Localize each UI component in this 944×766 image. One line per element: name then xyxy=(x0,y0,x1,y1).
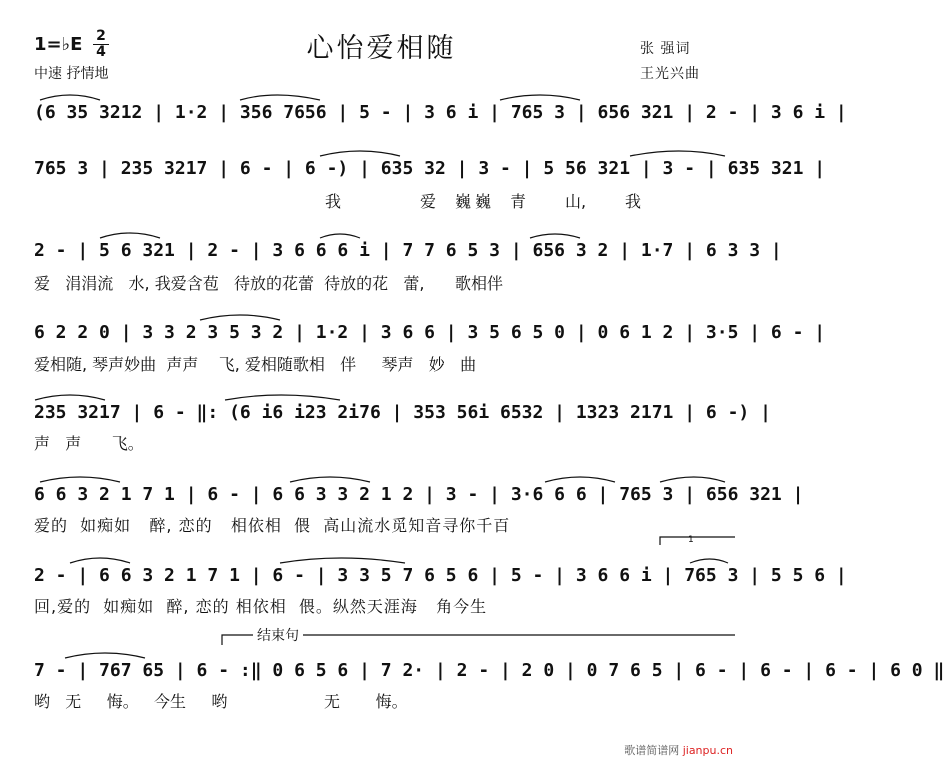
time-signature-top: 2 xyxy=(96,28,106,44)
composer-credit: 王光兴曲 xyxy=(640,66,700,82)
lyric-row-6 xyxy=(0,516,763,536)
notation-row-2 xyxy=(0,158,826,180)
lyric-word: 青 xyxy=(510,192,527,211)
slur-mark xyxy=(100,233,160,238)
time-signature-bottom: 4 xyxy=(96,44,106,60)
notation-row-7 xyxy=(0,565,847,587)
volta-number: 1 xyxy=(688,535,694,545)
slur-mark xyxy=(320,151,400,156)
lyric-word: 巍巍 xyxy=(455,192,496,211)
notation-row-5 xyxy=(0,402,771,424)
notation-text: 6 2 2 0 | 3 3 2 3 5 3 2 | 1·2 | 3 6 6 | 3 5 6 5 0 | 0 6 1 2 | 3·5 | 6 - | xyxy=(34,322,826,343)
lyric-row-5 xyxy=(0,434,763,454)
slur-mark xyxy=(200,315,280,320)
slur-mark xyxy=(320,234,360,238)
slur-mark xyxy=(660,477,725,482)
notation-text: 7 - | 767 65 | 6 - :‖ 0 6 5 6 | 7 2· | 2 - | 2 0 | 0 7 6 5 | 6 - | 6 - | 6 - | 6 0 ‖ xyxy=(34,660,944,681)
lyricist-credit: 张 强词 xyxy=(640,41,691,57)
key-signature: 1=♭E xyxy=(34,34,83,55)
notation-row-8 xyxy=(0,660,944,682)
lyric-line: 爱 涓涓流 水, 我爱含苞 待放的花蕾 待放的花 蕾, 歌相伴 xyxy=(34,274,503,293)
slur-mark xyxy=(35,395,105,400)
lyric-row-7 xyxy=(0,597,763,617)
lyric-row-3 xyxy=(0,274,763,294)
notation-row-4 xyxy=(0,322,826,344)
notation-text: 235 3217 | 6 - ‖: (6 i6 i23 2i76 | 353 56i 6532 | 1323 2171 | 6 -) | xyxy=(34,402,771,423)
slur-mark xyxy=(40,477,120,482)
lyric-word: 我 xyxy=(325,192,342,211)
lyric-line: 爱的 如痴如 醉, 恋的 相依相 偎 高山流水觅知音寻你千百 xyxy=(34,516,511,535)
notation-row-3 xyxy=(0,240,782,262)
slur-mark xyxy=(545,477,615,482)
watermark-site-url: jianpu.cn xyxy=(682,744,733,757)
lyric-row-8 xyxy=(0,692,763,712)
lyric-word: 我 xyxy=(625,192,642,211)
slur-mark xyxy=(40,95,100,100)
slur-mark xyxy=(65,653,145,658)
slur-mark xyxy=(290,477,370,482)
slur-mark xyxy=(500,95,580,100)
notation-text: 2 - | 6 6 3 2 1 7 1 | 6 - | 3 3 5 7 6 5 6 | 5 - | 3 6 6 i | 765 3 | 5 5 6 | xyxy=(34,565,847,586)
lyric-line: 声 声 飞。 xyxy=(34,434,144,453)
notation-row-1 xyxy=(0,102,847,124)
time-signature xyxy=(93,30,109,59)
notation-text: (6 35 3212 | 1·2 | 356 7656 | 5 - | 3 6 i | 765 3 | 656 321 | 2 - | 3 6 i | xyxy=(34,102,847,123)
lyric-line: 回,爱的 如痴如 醉, 恋的 相依相 偎。纵然天涯海 角今生 xyxy=(34,597,488,616)
lyric-row-4 xyxy=(0,355,763,375)
watermark xyxy=(624,742,733,758)
slur-mark xyxy=(225,395,340,400)
notation-text: 2 - | 5 6 321 | 2 - | 3 6 6 6 i | 7 7 6 5 3 | 656 3 2 | 1·7 | 6 3 3 | xyxy=(34,240,782,261)
lyric-word: 爱 xyxy=(420,192,437,211)
volta-bracket xyxy=(660,537,735,545)
lyric-word: 山, xyxy=(565,192,587,211)
lyric-line: 爱相随, 琴声妙曲 声声 飞, 爱相随歌相 伴 琴声 妙 曲 xyxy=(34,355,477,374)
notation-text: 765 3 | 235 3217 | 6 - | 6 -) | 635 32 | 3 - | 5 56 321 | 3 - | 635 321 | xyxy=(34,158,826,179)
slur-mark xyxy=(530,234,580,238)
watermark-site-name: 歌谱简谱网 xyxy=(624,744,680,757)
lyric-line: 哟 无 悔。 今生 哟 无 悔。 xyxy=(34,692,408,711)
slur-mark xyxy=(240,95,320,100)
song-title: 心怡爱相随 xyxy=(306,33,457,64)
slur-mark xyxy=(630,151,725,156)
lyric-row-2 xyxy=(0,192,763,212)
ending-label: 结束句 xyxy=(253,625,303,645)
notation-text: 6 6 3 2 1 7 1 | 6 - | 6 6 3 3 2 1 2 | 3 - | 3·6 6 6 | 765 3 | 656 321 | xyxy=(34,484,804,505)
notation-row-6 xyxy=(0,484,804,506)
tempo-marking: 中速 抒情地 xyxy=(34,66,109,82)
slur-mark xyxy=(70,558,130,563)
slur-mark xyxy=(280,558,405,563)
slur-mark xyxy=(690,559,728,563)
